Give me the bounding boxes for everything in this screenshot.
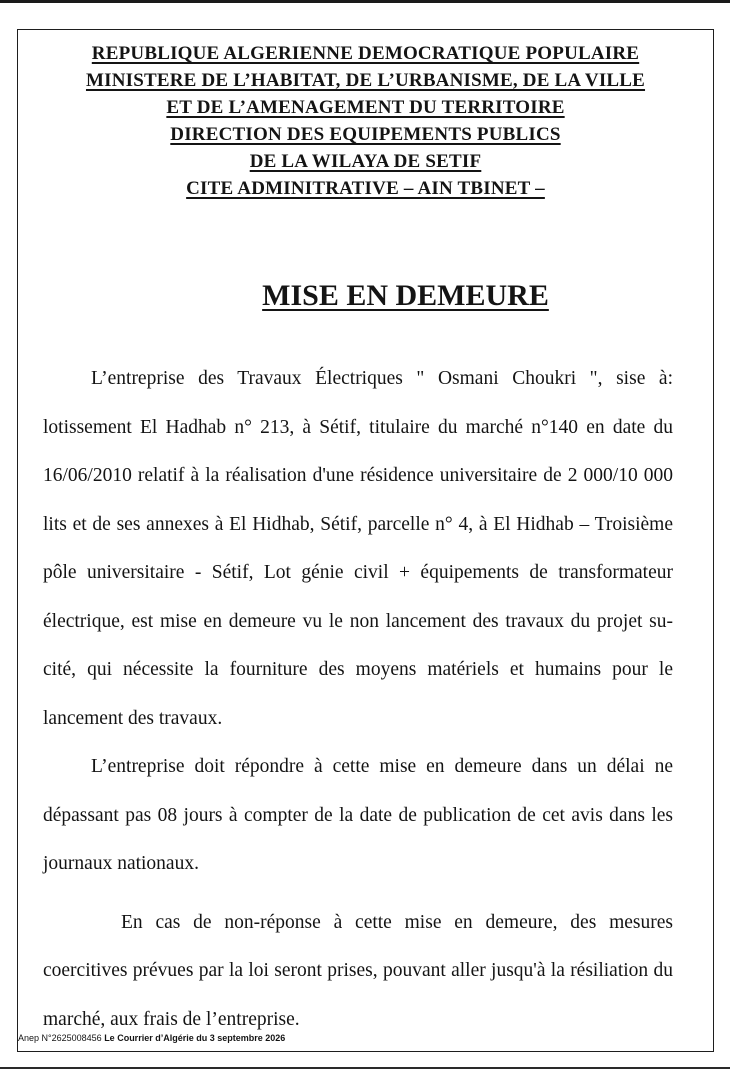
- header-line-ministry: MINISTERE DE L’HABITAT, DE L’URBANISME, DE LA VILLE: [85, 70, 646, 91]
- header-line-direction: DIRECTION DES EQUIPEMENTS PUBLICS: [170, 124, 561, 145]
- body-paragraph: L’entreprise des Travaux Électriques " Osmani Choukri ", sise à: lotissement El Hadhab n° 213, à Sétif, titulaire du marché n°140 en date du 16/06/2010 relatif à la réalisation d'une résidence universitaire de 2 000/10 000 lits et de ses annexes à El Hidhab, Sétif, parcelle n° 4, à El Hidhab – Troisième pôle universitaire - Sétif, Lot génie civil + équipements de transformateur électrique, est mise en demeure vu le non lancement des travaux du projet su-cité, qui nécessite la fourniture des moyens matériels et humains pour le lancement des travaux.: [43, 368, 673, 729]
- header-line-republic: REPUBLIQUE ALGERIENNE DEMOCRATIQUE POPULAIRE: [91, 43, 640, 64]
- body-paragraph: En cas de non-réponse à cette mise en demeure, des mesures coercitives prévues par la loi seront prises, pouvant aller jusqu'à la résiliation du marché, aux frais de l’entreprise.: [43, 911, 673, 1030]
- header-line-territory: ET DE L’AMENAGEMENT DU TERRITOIRE: [166, 97, 565, 118]
- body-paragraph: L’entreprise doit répondre à cette mise en demeure dans un délai ne dépassant pas 08 jours à compter de la date de publication de cet avis dans les journaux nationaux.: [43, 756, 673, 874]
- bottom-border-rule: [0, 1067, 730, 1069]
- document-title: MISE EN DEMEURE: [262, 279, 549, 312]
- header-line-wilaya: DE LA WILAYA DE SETIF: [249, 151, 482, 172]
- top-border-rule: [0, 0, 730, 3]
- notice-frame: [17, 29, 714, 1052]
- newspaper-publication: Le Courrier d’Algérie du 3 septembre 2026: [104, 1033, 286, 1043]
- issuing-authority-header: [18, 40, 713, 202]
- notice-body: [43, 355, 673, 1044]
- header-line-address: CITE ADMINITRATIVE – AIN TBINET –: [186, 178, 545, 199]
- publication-footer: [18, 1032, 285, 1044]
- anep-reference: Anep N°2625008456: [18, 1033, 102, 1043]
